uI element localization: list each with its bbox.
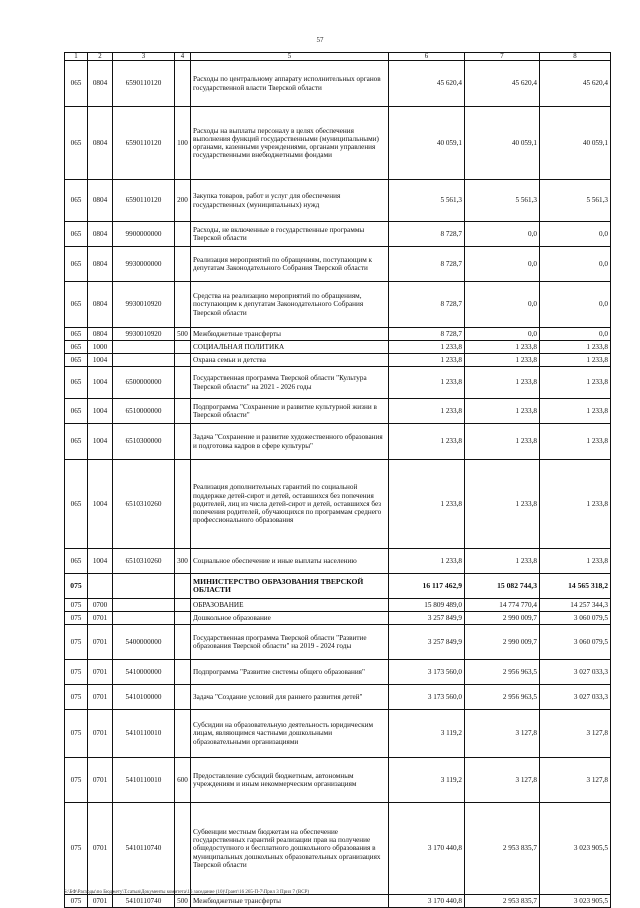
amount-2023-cell: 15 082 744,3 — [465, 574, 540, 599]
target-article-cell: 5410000000 — [113, 660, 175, 685]
expense-name-cell: Подпрограмма "Развитие системы общего образования" — [191, 660, 389, 685]
table-row — [65, 599, 611, 612]
amount-2024-cell: 0,0 — [540, 222, 611, 247]
expense-type-cell — [175, 599, 191, 612]
amount-2023-cell: 14 774 770,4 — [465, 599, 540, 612]
target-article-cell — [113, 599, 175, 612]
amount-2022-cell: 45 620,4 — [389, 61, 465, 107]
target-article-cell: 6590110120 — [113, 61, 175, 107]
expense-name-cell: Межбюджетные трансферты — [191, 328, 389, 341]
expense-name-cell: Государственная программа Тверской области "Культура Тверской области" на 2021 - 2026 годы — [191, 367, 389, 399]
section-code-cell: 0804 — [88, 222, 113, 247]
target-article-cell: 5400000000 — [113, 625, 175, 660]
expense-name-cell: СОЦИАЛЬНАЯ ПОЛИТИКА — [191, 341, 389, 354]
ministry-code-cell: 075 — [65, 599, 88, 612]
amount-2023-cell: 3 127,8 — [465, 710, 540, 758]
expense-type-cell — [175, 625, 191, 660]
expense-name-cell: Средства на реализацию мероприятий по обращениям, поступающим к депутатам Законодательного Собрания Тверской области — [191, 282, 389, 328]
ministry-code-cell: 065 — [65, 367, 88, 399]
header-cell: 2 — [88, 53, 113, 61]
expense-type-cell — [175, 685, 191, 710]
expense-name-cell: Социальное обеспечение и иные выплаты населению — [191, 549, 389, 574]
expense-name-cell: Задача "Создание условий для раннего развития детей" — [191, 685, 389, 710]
ministry-code-cell: 065 — [65, 107, 88, 180]
target-article-cell: 6590110120 — [113, 107, 175, 180]
amount-2024-cell: 0,0 — [540, 328, 611, 341]
amount-2024-cell: 14 257 344,3 — [540, 599, 611, 612]
ministry-code-cell: 075 — [65, 895, 88, 908]
table-row — [65, 758, 611, 803]
section-code-cell: 1004 — [88, 460, 113, 549]
amount-2024-cell: 40 059,1 — [540, 107, 611, 180]
amount-2024-cell: 1 233,8 — [540, 399, 611, 424]
amount-2022-cell: 8 728,7 — [389, 222, 465, 247]
expense-type-cell — [175, 367, 191, 399]
expense-type-cell — [175, 612, 191, 625]
section-code-cell: 0804 — [88, 180, 113, 222]
ministry-code-cell: 075 — [65, 803, 88, 895]
table-row — [65, 803, 611, 895]
section-code-cell: 0804 — [88, 107, 113, 180]
table-row — [65, 660, 611, 685]
header-cell: 3 — [113, 53, 175, 61]
amount-2022-cell: 3 173 560,0 — [389, 660, 465, 685]
amount-2022-cell: 1 233,8 — [389, 367, 465, 399]
amount-2024-cell: 0,0 — [540, 282, 611, 328]
expense-name-cell: Дошкольное образование — [191, 612, 389, 625]
amount-2024-cell: 1 233,8 — [540, 549, 611, 574]
table-row — [65, 222, 611, 247]
amount-2022-cell: 1 233,8 — [389, 354, 465, 367]
amount-2024-cell: 3 023 905,5 — [540, 895, 611, 908]
expense-type-cell — [175, 247, 191, 282]
section-code-cell: 1004 — [88, 354, 113, 367]
section-code-cell: 0701 — [88, 612, 113, 625]
ministry-code-cell: 065 — [65, 282, 88, 328]
ministry-code-cell: 065 — [65, 399, 88, 424]
target-article-cell: 9900000000 — [113, 222, 175, 247]
amount-2024-cell: 3 127,8 — [540, 710, 611, 758]
expense-name-cell: Подпрограмма "Сохранение и развитие культурной жизни в Тверской области" — [191, 399, 389, 424]
amount-2023-cell: 1 233,8 — [465, 460, 540, 549]
target-article-cell: 5410110010 — [113, 758, 175, 803]
ministry-code-cell: 065 — [65, 549, 88, 574]
table-row — [65, 399, 611, 424]
budget-table — [64, 52, 611, 908]
ministry-code-cell: 075 — [65, 685, 88, 710]
amount-2024-cell: 5 561,3 — [540, 180, 611, 222]
table-row — [65, 612, 611, 625]
amount-2023-cell: 40 059,1 — [465, 107, 540, 180]
expense-type-cell — [175, 341, 191, 354]
ministry-code-cell: 065 — [65, 247, 88, 282]
header-cell: 8 — [540, 53, 611, 61]
ministry-code-cell: 075 — [65, 574, 88, 599]
amount-2024-cell: 45 620,4 — [540, 61, 611, 107]
expense-type-cell — [175, 660, 191, 685]
amount-2022-cell: 3 257 849,9 — [389, 625, 465, 660]
amount-2024-cell: 1 233,8 — [540, 367, 611, 399]
table-row — [65, 685, 611, 710]
expense-name-cell: Субвенции местным бюджетам на обеспечение государственных гарантий реализации прав на получение общедоступного и бесплатного дошкольного образования в муниципальных дошкольных образовательных организациях Тверской области — [191, 803, 389, 895]
section-code-cell — [88, 574, 113, 599]
amount-2022-cell: 3 119,2 — [389, 710, 465, 758]
expense-name-cell: Расходы, не включенные в государственные программы Тверской области — [191, 222, 389, 247]
expense-type-cell — [175, 710, 191, 758]
ministry-code-cell: 065 — [65, 341, 88, 354]
ministry-code-cell: 065 — [65, 354, 88, 367]
amount-2023-cell: 1 233,8 — [465, 399, 540, 424]
expense-name-cell: ОБРАЗОВАНИЕ — [191, 599, 389, 612]
ministry-code-cell: 065 — [65, 222, 88, 247]
amount-2022-cell: 3 257 849,9 — [389, 612, 465, 625]
header-cell: 6 — [389, 53, 465, 61]
section-code-cell: 0701 — [88, 710, 113, 758]
section-code-cell: 1000 — [88, 341, 113, 354]
section-code-cell: 0804 — [88, 247, 113, 282]
amount-2023-cell: 0,0 — [465, 247, 540, 282]
amount-2022-cell: 3 119,2 — [389, 758, 465, 803]
section-code-cell: 1004 — [88, 424, 113, 460]
amount-2022-cell: 1 233,8 — [389, 549, 465, 574]
table-row — [65, 367, 611, 399]
expense-type-cell — [175, 399, 191, 424]
amount-2022-cell: 3 170 440,8 — [389, 895, 465, 908]
ministry-code-cell: 075 — [65, 660, 88, 685]
table-row — [65, 61, 611, 107]
header-cell: 5 — [191, 53, 389, 61]
amount-2023-cell: 0,0 — [465, 282, 540, 328]
target-article-cell — [113, 341, 175, 354]
ministry-code-cell: 065 — [65, 328, 88, 341]
expense-type-cell: 200 — [175, 180, 191, 222]
target-article-cell — [113, 354, 175, 367]
target-article-cell: 9930010920 — [113, 328, 175, 341]
amount-2024-cell: 3 027 033,3 — [540, 660, 611, 685]
ministry-code-cell: 075 — [65, 758, 88, 803]
target-article-cell: 6510310260 — [113, 549, 175, 574]
amount-2023-cell: 1 233,8 — [465, 549, 540, 574]
ministry-code-cell: 075 — [65, 612, 88, 625]
section-code-cell: 1004 — [88, 549, 113, 574]
expense-name-cell: Расходы по центральному аппарату исполнительных органов государственной власти Тверской области — [191, 61, 389, 107]
amount-2023-cell: 2 990 009,7 — [465, 612, 540, 625]
section-code-cell: 0701 — [88, 758, 113, 803]
target-article-cell: 6500000000 — [113, 367, 175, 399]
expense-type-cell: 500 — [175, 895, 191, 908]
expense-type-cell — [175, 61, 191, 107]
amount-2023-cell: 3 127,8 — [465, 758, 540, 803]
amount-2024-cell: 3 027 033,3 — [540, 685, 611, 710]
section-code-cell: 0701 — [88, 685, 113, 710]
expense-name-cell: Закупка товаров, работ и услуг для обеспечения государственных (муниципальных) нужд — [191, 180, 389, 222]
expense-type-cell: 600 — [175, 758, 191, 803]
amount-2022-cell: 1 233,8 — [389, 424, 465, 460]
amount-2022-cell: 40 059,1 — [389, 107, 465, 180]
amount-2022-cell: 8 728,7 — [389, 328, 465, 341]
expense-name-cell: МИНИСТЕРСТВО ОБРАЗОВАНИЯ ТВЕРСКОЙ ОБЛАСТИ — [191, 574, 389, 599]
amount-2022-cell: 3 170 440,8 — [389, 803, 465, 895]
table-row — [65, 460, 611, 549]
table-row — [65, 341, 611, 354]
target-article-cell: 9930010920 — [113, 282, 175, 328]
expense-name-cell: Реализация мероприятий по обращениям, поступающим к депутатам Законодательного Собрания Тверской области — [191, 247, 389, 282]
target-article-cell: 5410110740 — [113, 803, 175, 895]
amount-2022-cell: 8 728,7 — [389, 247, 465, 282]
amount-2023-cell: 2 953 835,7 — [465, 895, 540, 908]
amount-2023-cell: 2 953 835,7 — [465, 803, 540, 895]
target-article-cell — [113, 574, 175, 599]
section-code-cell: 1004 — [88, 367, 113, 399]
table-row — [65, 424, 611, 460]
amount-2023-cell: 2 956 963,5 — [465, 685, 540, 710]
section-code-cell: 0701 — [88, 625, 113, 660]
section-code-cell: 0701 — [88, 803, 113, 895]
amount-2024-cell: 1 233,8 — [540, 354, 611, 367]
expense-name-cell: Субсидии на образовательную деятельность юридическим лицам, являющимся частными дошкольными образовательными организациями — [191, 710, 389, 758]
table-row — [65, 107, 611, 180]
amount-2024-cell: 1 233,8 — [540, 341, 611, 354]
section-code-cell: 0804 — [88, 282, 113, 328]
ministry-code-cell: 075 — [65, 710, 88, 758]
amount-2023-cell: 2 990 009,7 — [465, 625, 540, 660]
target-article-cell: 6510000000 — [113, 399, 175, 424]
amount-2022-cell: 15 809 489,0 — [389, 599, 465, 612]
amount-2023-cell: 45 620,4 — [465, 61, 540, 107]
amount-2024-cell: 1 233,8 — [540, 460, 611, 549]
target-article-cell: 9930000000 — [113, 247, 175, 282]
target-article-cell: 6510300000 — [113, 424, 175, 460]
ministry-code-cell: 065 — [65, 460, 88, 549]
expense-type-cell — [175, 574, 191, 599]
expense-name-cell: Реализация дополнительных гарантий по социальной поддержке детей-сирот и детей, оставшихся без попечения родителей, лиц из числа детей-сирот и детей, оставшихся без попечения родителей, обучающихся по программам среднего профессионального образования — [191, 460, 389, 549]
amount-2024-cell: 14 565 318,2 — [540, 574, 611, 599]
expense-type-cell — [175, 222, 191, 247]
amount-2023-cell: 5 561,3 — [465, 180, 540, 222]
expense-name-cell: Государственная программа Тверской области "Развитие образования Тверской области" на 2019 - 2024 годы — [191, 625, 389, 660]
section-code-cell: 0700 — [88, 599, 113, 612]
table-row — [65, 710, 611, 758]
expense-name-cell: Расходы на выплаты персоналу в целях обеспечения выполнения функций государственными (муниципальными) органами, казенными учреждениями, органами управления государственными внебюджетными фондами — [191, 107, 389, 180]
amount-2023-cell: 1 233,8 — [465, 424, 540, 460]
expense-type-cell — [175, 354, 191, 367]
table-row — [65, 247, 611, 282]
amount-2022-cell: 3 173 560,0 — [389, 685, 465, 710]
table-row — [65, 895, 611, 908]
table-row — [65, 549, 611, 574]
ministry-code-cell: 065 — [65, 180, 88, 222]
target-article-cell: 5410110010 — [113, 710, 175, 758]
expense-name-cell: Охрана семьи и детства — [191, 354, 389, 367]
target-article-cell — [113, 612, 175, 625]
amount-2024-cell: 3 023 905,5 — [540, 803, 611, 895]
page-number: 57 — [316, 36, 324, 44]
amount-2022-cell: 8 728,7 — [389, 282, 465, 328]
amount-2023-cell: 0,0 — [465, 328, 540, 341]
table-row — [65, 354, 611, 367]
section-code-cell: 0804 — [88, 328, 113, 341]
amount-2022-cell: 1 233,8 — [389, 399, 465, 424]
amount-2023-cell: 2 956 963,5 — [465, 660, 540, 685]
header-cell: 4 — [175, 53, 191, 61]
amount-2024-cell: 1 233,8 — [540, 424, 611, 460]
amount-2022-cell: 16 117 462,9 — [389, 574, 465, 599]
section-code-cell: 0701 — [88, 660, 113, 685]
table-row — [65, 574, 611, 599]
amount-2022-cell: 5 561,3 — [389, 180, 465, 222]
target-article-cell: 5410110740 — [113, 895, 175, 908]
section-code-cell: 0804 — [88, 61, 113, 107]
ministry-code-cell: 075 — [65, 625, 88, 660]
header-row — [65, 53, 611, 61]
expense-type-cell: 300 — [175, 549, 191, 574]
amount-2022-cell: 1 233,8 — [389, 341, 465, 354]
amount-2024-cell: 3 127,8 — [540, 758, 611, 803]
amount-2024-cell: 3 060 079,5 — [540, 625, 611, 660]
target-article-cell: 6590110120 — [113, 180, 175, 222]
amount-2024-cell: 0,0 — [540, 247, 611, 282]
expense-type-cell — [175, 460, 191, 549]
header-cell: 7 — [465, 53, 540, 61]
expense-type-cell — [175, 803, 191, 895]
amount-2024-cell: 3 060 079,5 — [540, 612, 611, 625]
expense-type-cell: 100 — [175, 107, 191, 180]
amount-2023-cell: 1 233,8 — [465, 341, 540, 354]
target-article-cell: 6510310260 — [113, 460, 175, 549]
expense-type-cell: 500 — [175, 328, 191, 341]
amount-2022-cell: 1 233,8 — [389, 460, 465, 549]
section-code-cell: 0701 — [88, 895, 113, 908]
amount-2023-cell: 1 233,8 — [465, 354, 540, 367]
amount-2023-cell: 1 233,8 — [465, 367, 540, 399]
table-row — [65, 625, 611, 660]
table-row — [65, 328, 611, 341]
expense-type-cell — [175, 424, 191, 460]
expense-name-cell: Задача "Сохранение и развитие художественного образования и подготовка кадров в сфере культуры" — [191, 424, 389, 460]
header-cell: 1 — [65, 53, 88, 61]
target-article-cell: 5410100000 — [113, 685, 175, 710]
ministry-code-cell: 065 — [65, 424, 88, 460]
expense-name-cell: Межбюджетные трансферты — [191, 895, 389, 908]
expense-name-cell: Предоставление субсидий бюджетным, автономным учреждениям и иным некоммерческим организациям — [191, 758, 389, 803]
ministry-code-cell: 065 — [65, 61, 88, 107]
amount-2023-cell: 0,0 — [465, 222, 540, 247]
table-row — [65, 180, 611, 222]
footer-file-path: S:\БФ\Расходы\по Бюджету\Т.сатыя\Документы комитета\16 заседание (10)\Грант\16 265-П-7\Прил 3 Прил 7 (ВСР) — [64, 890, 310, 895]
section-code-cell: 1004 — [88, 399, 113, 424]
table-row — [65, 282, 611, 328]
expense-type-cell — [175, 282, 191, 328]
